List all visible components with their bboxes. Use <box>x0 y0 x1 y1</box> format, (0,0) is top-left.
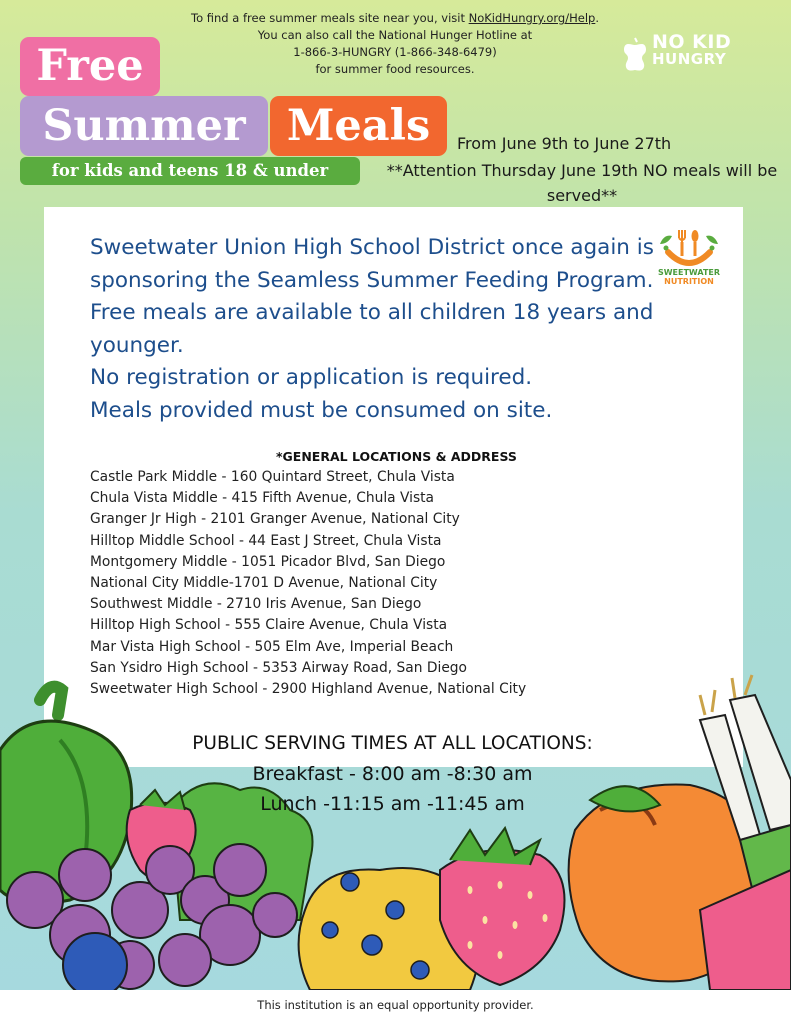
footer <box>0 990 791 1024</box>
note-line-1-suffix: . <box>595 11 599 25</box>
note-line-4: for summer food resources. <box>315 62 475 76</box>
spoon-icon <box>692 230 699 242</box>
location-item: Granger Jr High - 2101 Granger Avenue, National City <box>90 511 460 528</box>
bowl-icon <box>668 252 710 263</box>
title-meals: Meals <box>270 96 447 156</box>
produce-illustration <box>0 660 791 990</box>
location-item: Montgomery Middle - 1051 Picador Blvd, San Diego <box>90 553 446 570</box>
locations-heading: *GENERAL LOCATIONS & ADDRESS <box>276 449 517 464</box>
intro-paragraph-1: Sweetwater Union High School District once again is sponsoring the Seamless Summer Feeding Program. Free meals are available to all children 18 years and younger. <box>90 235 654 358</box>
sweetwater-logo-name <box>648 268 730 286</box>
serving-times <box>140 729 645 819</box>
apple-core-icon <box>622 36 648 72</box>
intro-paragraph-2: No registration or application is required. <box>90 365 533 390</box>
blueberry-icon <box>63 933 127 990</box>
location-item: Hilltop High School - 555 Claire Avenue, Chula Vista <box>90 617 448 634</box>
location-item: National City Middle-1701 D Avenue, National City <box>90 575 438 592</box>
attention-notice: **Attention Thursday June 19th NO meals will be served** <box>386 161 778 205</box>
logo-text-line-2: HUNGRY <box>652 50 727 68</box>
title-subtitle: for kids and teens 18 & under <box>20 157 360 185</box>
location-item: Hilltop Middle School - 44 East J Street, Chula Vista <box>90 532 442 549</box>
equal-opportunity-statement: This institution is an equal opportunity provider. <box>257 998 534 1012</box>
no-kid-hungry-logo <box>622 31 747 74</box>
hotline-note <box>150 10 640 78</box>
intro-text <box>90 232 670 427</box>
sweetwater-logo-line-2: NUTRITION <box>664 277 714 286</box>
leaf-icon <box>706 236 718 244</box>
location-item: Mar Vista High School - 505 Elm Ave, Imperial Beach <box>90 638 454 655</box>
program-dates: From June 9th to June 27th <box>457 134 672 153</box>
location-item: Sweetwater High School - 2900 Highland Avenue, National City <box>90 681 527 698</box>
location-item: Chula Vista Middle - 415 Fifth Avenue, Chula Vista <box>90 490 435 507</box>
logo-text-line-1: NO KID <box>652 31 732 53</box>
location-item: San Ysidro High School - 5353 Airway Road, San Diego <box>90 659 468 676</box>
title-free: Free <box>20 37 160 96</box>
serving-times-heading: PUBLIC SERVING TIMES AT ALL LOCATIONS: <box>192 733 593 754</box>
note-line-1: To find a free summer meals site near you, visit <box>191 11 469 25</box>
sweetwater-logo-line-1: SWEETWATER <box>657 268 721 277</box>
intro-paragraph-3: Meals provided must be consumed on site. <box>90 397 553 423</box>
fork-icon <box>679 230 685 242</box>
title-summer: Summer <box>20 96 268 156</box>
note-line-2: You can also call the National Hunger Hotline at <box>257 28 533 42</box>
location-item: Castle Park Middle - 160 Quintard Street, Chula Vista <box>90 469 455 485</box>
hotline-number: 1-866-3-HUNGRY (1-866-348-6479) <box>293 45 497 59</box>
nokidhungry-help-link[interactable]: NoKidHungry.org/Help <box>468 11 596 25</box>
breakfast-time: Breakfast - 8:00 am -8:30 am <box>252 763 533 785</box>
lunch-time: Lunch -11:15 am -11:45 am <box>260 793 525 815</box>
leaf-icon <box>660 236 672 244</box>
sweetwater-nutrition-logo <box>646 222 732 298</box>
location-item: Southwest Middle - 2710 Iris Avenue, San Diego <box>90 596 422 613</box>
